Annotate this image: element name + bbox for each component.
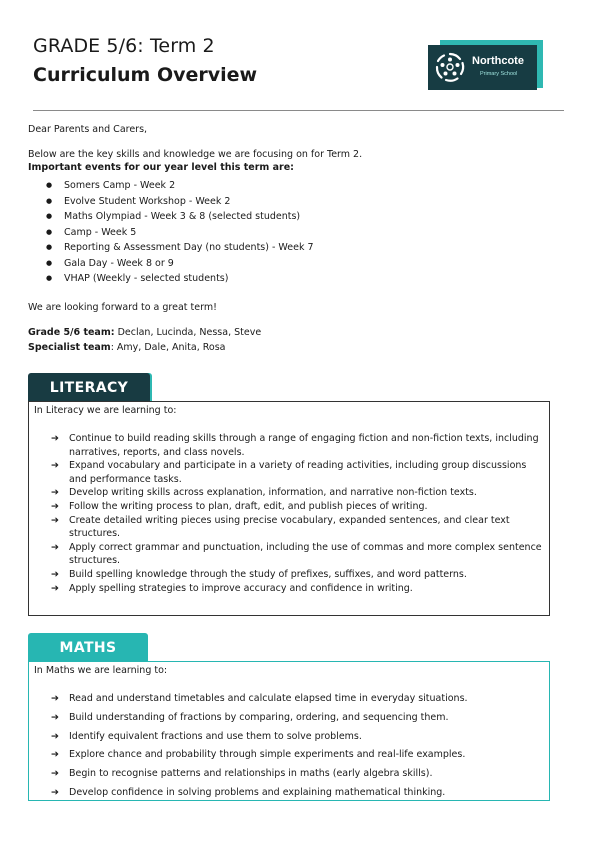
event-item-text: VHAP (Weekly - selected students) [64, 273, 229, 284]
literacy-item-text: Build spelling knowledge through the study of prefixes, suffixes, and word patterns. [69, 568, 467, 580]
literacy-item [51, 514, 545, 541]
event-item [44, 271, 314, 287]
maths-item [51, 692, 545, 706]
team-line: Grade 5/6 team: Declan, Lucinda, Nessa, Steve [28, 327, 262, 338]
arrow-bullet-icon: ➔ [51, 768, 59, 780]
literacy-item-text: Follow the writing process to plan, draft, edit, and publish pieces of writing. [69, 500, 428, 512]
maths-item [51, 730, 545, 744]
literacy-item-text: Create detailed writing pieces using precise vocabulary, expanded sentences, and clear text structures. [69, 514, 510, 540]
literacy-item-text: Expand vocabulary and participate in a variety of reading activities, including group discussions and performance tasks. [69, 460, 527, 485]
maths-item [51, 711, 545, 725]
maths-intro: In Maths we are learning to: [34, 665, 168, 676]
maths-item-text: Develop confidence in solving problems and explaining mathematical thinking. [69, 786, 446, 798]
events-list [44, 178, 314, 287]
arrow-bullet-icon: ➔ [51, 693, 59, 704]
page-title-overview: Curriculum Overview [33, 64, 258, 86]
literacy-item-text: Apply spelling strategies to improve accuracy and confidence in writing. [69, 582, 413, 594]
maths-list [51, 692, 545, 805]
event-item-text: Somers Camp - Week 2 [64, 180, 176, 191]
event-item-text: Gala Day - Week 8 or 9 [64, 257, 174, 269]
event-item-text: Camp - Week 5 [64, 226, 137, 238]
literacy-item-text: Continue to build reading skills through a range of engaging fiction and non-fiction texts, including narratives, reports, and class novels. [69, 433, 539, 458]
event-item [44, 178, 314, 194]
literacy-item [51, 459, 545, 486]
event-item-text: Reporting & Assessment Day (no students) - Week 7 [64, 242, 314, 253]
literacy-item [51, 500, 545, 514]
maths-item-text: Begin to recognise patterns and relationships in maths (early algebra skills). [69, 768, 433, 780]
arrow-bullet-icon: ➔ [51, 541, 59, 553]
maths-item-text: Read and understand timetables and calculate elapsed time in everyday situations. [69, 693, 468, 704]
arrow-bullet-icon: ➔ [51, 460, 59, 472]
logo-panel [428, 45, 537, 90]
closing-statement: We are looking forward to a great term! [28, 302, 217, 313]
arrow-bullet-icon: ➔ [51, 582, 59, 594]
greeting: Dear Parents and Carers, [28, 124, 148, 135]
event-item [44, 240, 314, 256]
arrow-bullet-icon: ➔ [51, 730, 59, 742]
literacy-item [51, 486, 545, 500]
maths-item [51, 748, 545, 762]
event-item [44, 209, 314, 225]
literacy-item [51, 582, 545, 596]
school-emblem-icon [433, 50, 467, 84]
arrow-bullet-icon: ➔ [51, 433, 59, 444]
literacy-item [51, 568, 545, 582]
maths-item [51, 767, 545, 781]
arrow-bullet-icon: ➔ [51, 568, 59, 580]
arrow-bullet-icon: ➔ [51, 500, 59, 512]
maths-item-text: Identify equivalent fractions and use them to solve problems. [69, 730, 362, 742]
literacy-item [51, 541, 545, 568]
event-item-text: Evolve Student Workshop - Week 2 [64, 195, 231, 207]
event-item [44, 194, 314, 210]
arrow-bullet-icon: ➔ [51, 711, 59, 723]
event-item [44, 256, 314, 272]
literacy-heading: LITERACY [28, 373, 150, 401]
arrow-bullet-icon: ➔ [51, 514, 59, 526]
literacy-item-text: Apply correct grammar and punctuation, including the use of commas and more complex sentence structures. [69, 541, 542, 567]
specialist-line: Specialist team: Amy, Dale, Anita, Rosa [28, 342, 226, 353]
maths-section [28, 661, 550, 801]
literacy-item-text: Develop writing skills across explanation, information, and narrative non-fiction texts. [69, 487, 477, 499]
arrow-bullet-icon: ➔ [51, 487, 59, 499]
literacy-section [28, 401, 550, 616]
literacy-list [51, 432, 545, 595]
event-item [44, 225, 314, 241]
literacy-intro: In Literacy we are learning to: [34, 405, 177, 416]
events-heading: Important events for our year level this term are: [28, 162, 294, 173]
literacy-item [51, 432, 545, 459]
logo-school-subtitle: Primary School [480, 71, 518, 77]
maths-heading: MATHS [28, 633, 148, 661]
header-divider [33, 110, 564, 111]
arrow-bullet-icon: ➔ [51, 786, 59, 798]
focus-statement: Below are the key skills and knowledge we are focusing on for Term 2. [28, 149, 363, 160]
page-title-grade: GRADE 5/6: Term 2 [33, 35, 215, 57]
arrow-bullet-icon: ➔ [51, 749, 59, 761]
school-logo [428, 40, 543, 90]
maths-item-text: Explore chance and probability through simple experiments and real-life examples. [69, 749, 466, 761]
maths-item [51, 786, 545, 800]
logo-school-name: Northcote [472, 55, 524, 67]
event-item-text: Maths Olympiad - Week 3 & 8 (selected students) [64, 211, 301, 222]
maths-item-text: Build understanding of fractions by comparing, ordering, and sequencing them. [69, 711, 449, 723]
